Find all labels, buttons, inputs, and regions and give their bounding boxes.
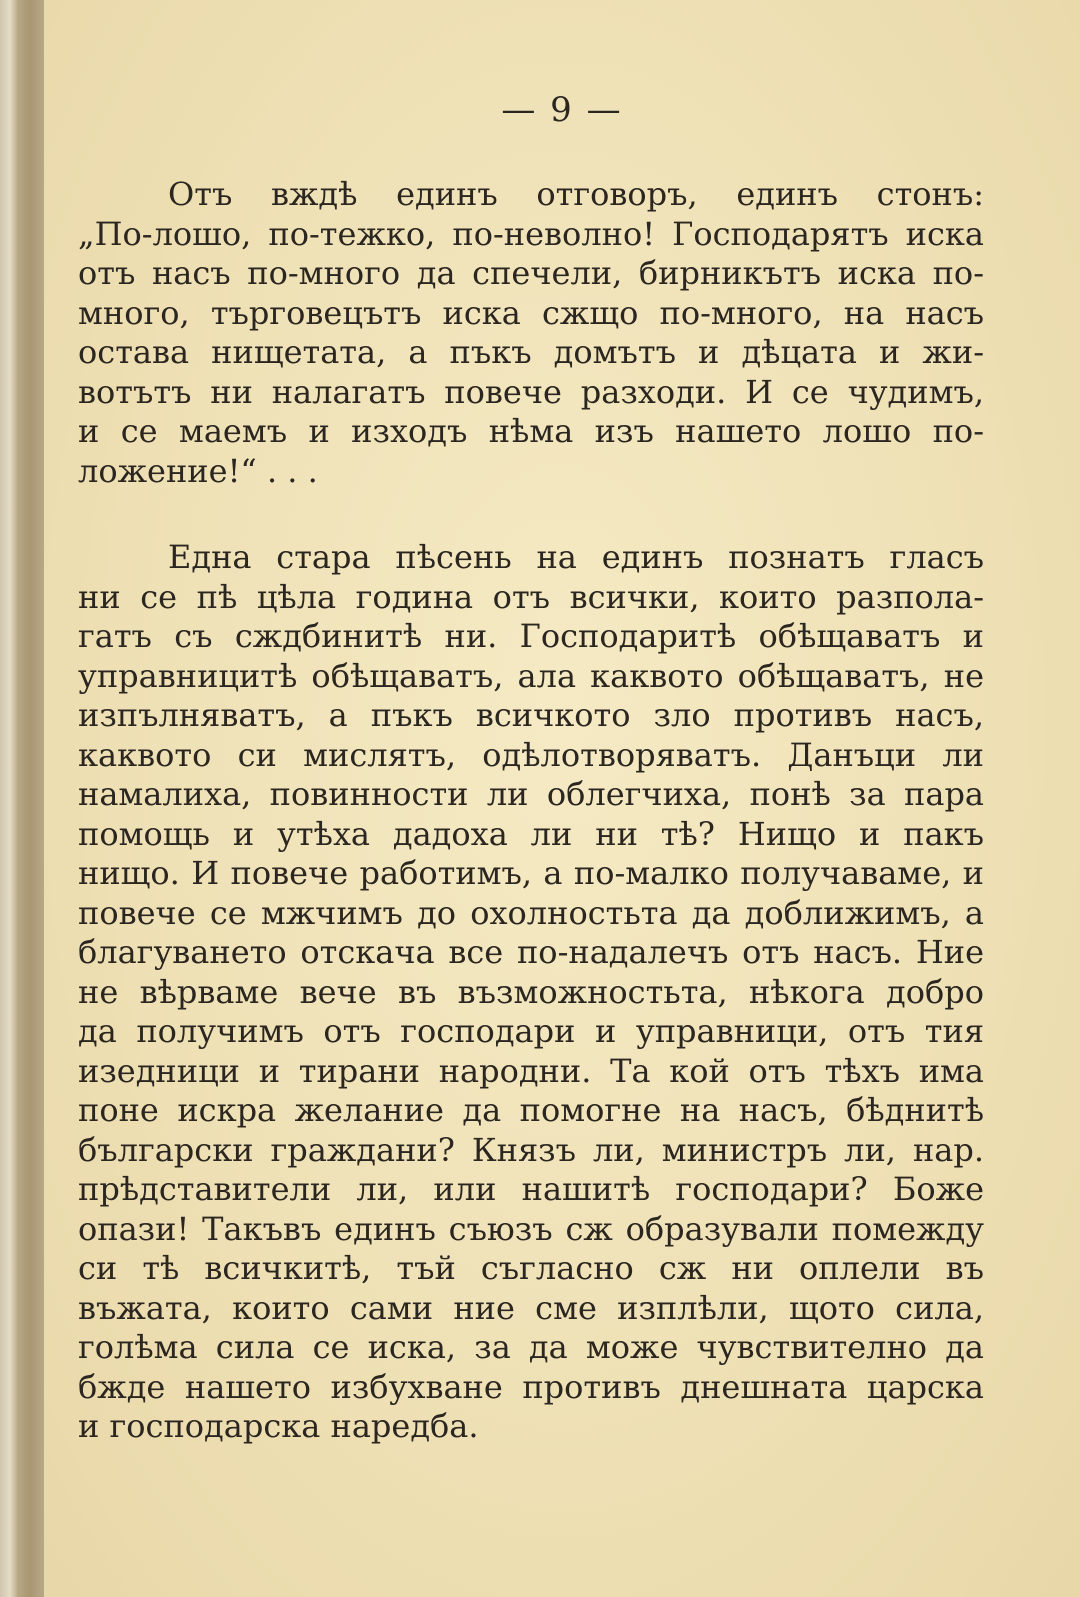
text-line: намалиха, повинности ли облегчиха, понѣ за пара	[78, 775, 984, 813]
text-line: помощь и утѣха дадоха ли ни тѣ? Нищо и пакъ	[78, 814, 984, 853]
text-line: прѣдставители ли, или нашитѣ господари? Боже	[78, 1170, 984, 1208]
text-line: остава нищетата, а пъкъ домътъ и дѣцата и жи-	[78, 333, 984, 371]
text-line: благуването отскача все по-надалечъ отъ насъ. Ние	[78, 933, 984, 971]
text-line: ложение!“ . . .	[78, 451, 318, 490]
paragraph-1	[78, 175, 984, 491]
text-line: и се маемъ и изходъ нѣма изъ нашето лошо по-	[78, 412, 984, 450]
text-line: изедници и тирани народни. Та кой отъ тѣхъ има	[78, 1051, 984, 1090]
text-line: каквото си мислятъ, одѣлотворяватъ. Данъци ли	[78, 735, 984, 774]
text-line: отъ насъ по-много да спечели, бирникътъ иска по-	[78, 254, 984, 292]
text-line: не вѣрваме вече въ възможностьта, нѣкога добро	[78, 972, 984, 1011]
book-spine-edge	[0, 0, 44, 1597]
text-line: български граждани? Князъ ли, министръ ли, нар.	[78, 1130, 984, 1169]
text-line: вотътъ ни налагатъ повече разходи. И се чудимъ,	[78, 372, 984, 411]
text-line: изпълняватъ, а пъкъ всичкото зло противъ насъ,	[78, 696, 984, 734]
text-line: гатъ съ сждбинитѣ ни. Господаритѣ обѣщаватъ и	[78, 617, 984, 655]
text-line: голѣма сила се иска, за да може чувствително да	[78, 1328, 984, 1366]
paragraph-2	[78, 538, 984, 1447]
text-line: ни се пѣ цѣла година отъ всички, които разпола-	[78, 577, 984, 616]
text-line: поне искра желание да помогне на насъ, бѣднитѣ	[78, 1091, 984, 1129]
text-line: управницитѣ обѣщаватъ, ала каквото обѣщаватъ, не	[78, 656, 984, 695]
text-line: Една стара пѣсень на единъ познатъ гласъ	[168, 538, 984, 576]
text-line: въжата, които сами ние сме изплѣли, щото сила,	[78, 1288, 984, 1327]
text-line: опази! Такъвъ единъ съюзъ сж образували помежду	[78, 1209, 984, 1248]
text-line: много, търговецътъ иска сжщо по-много, на насъ	[78, 293, 984, 332]
text-line: да получимъ отъ господари и управници, отъ тия	[78, 1012, 984, 1050]
text-line: Отъ вждѣ единъ отговоръ, единъ стонъ:	[168, 175, 984, 213]
text-line: повече се мжчимъ до охолностьта да доближимъ, а	[78, 893, 984, 932]
text-line: и господарска наредба.	[78, 1407, 479, 1445]
page-number: — 9 —	[501, 90, 623, 130]
text-line: „По-лошо, по-тежко, по-неволно! Господарятъ иска	[78, 214, 984, 253]
text-line: нищо. И повече работимъ, а по-малко получаваме, и	[78, 854, 984, 892]
book-page	[44, 0, 1080, 1597]
text-line: бжде нашето избухване противъ днешната царска	[78, 1367, 984, 1406]
text-line: си тѣ всичкитѣ, тъй съгласно сж ни оплели въ	[78, 1249, 984, 1287]
